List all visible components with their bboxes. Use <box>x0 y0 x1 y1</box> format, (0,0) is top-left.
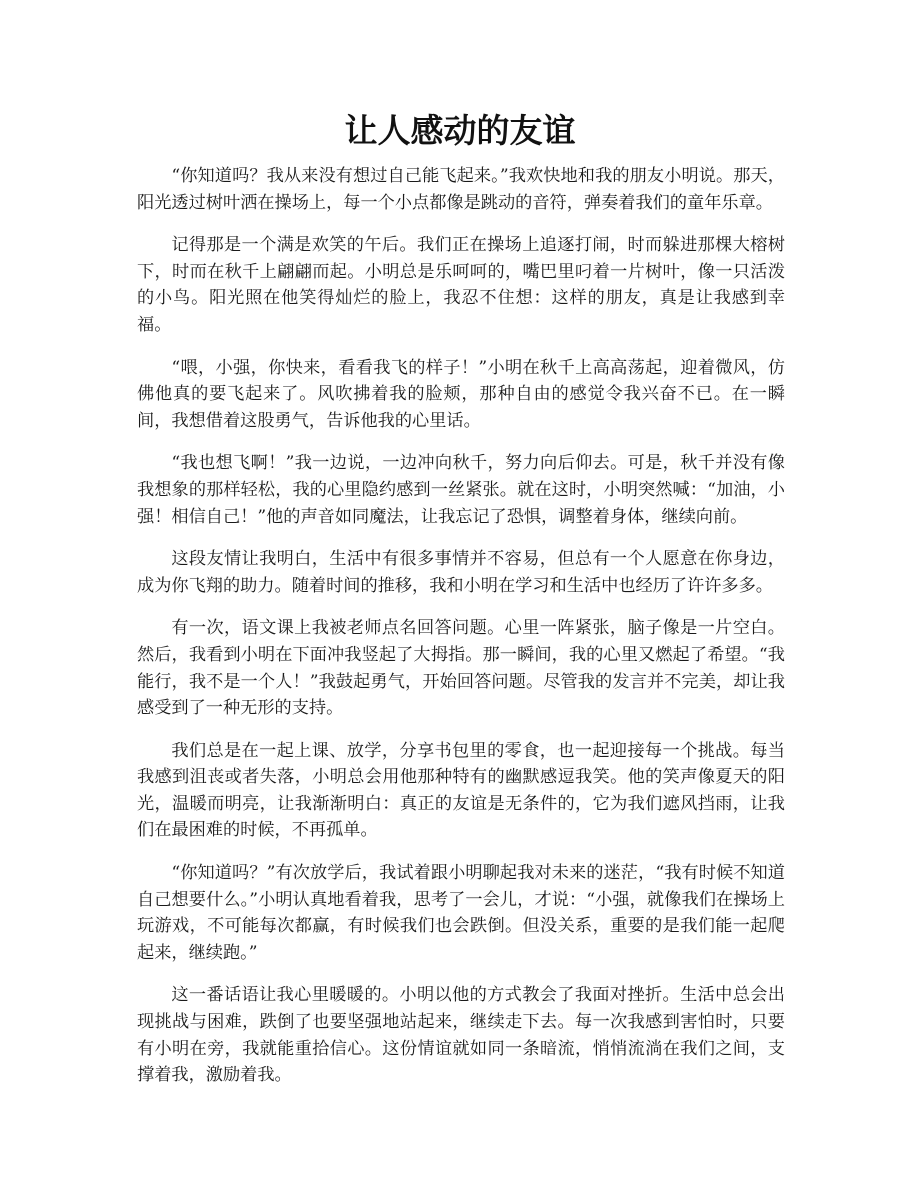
paragraph: 这段友情让我明白，生活中有很多事情并不容易，但总有一个人愿意在你身边，成为你飞翔的助力。随着时间的推移，我和小明在学习和生活中也经历了许许多多。 <box>137 549 785 596</box>
paragraph: “我也想飞啊！”我一边说，一边冲向秋千，努力向后仰去。可是，秋千并没有像我想象的那样轻松，我的心里隐约感到一丝紧张。就在这时，小明突然喊：“加油，小强！相信自己！”他的声音如同魔法，让我忘记了恐惧，调整着身体，继续向前。 <box>137 453 785 527</box>
paragraph: 我们总是在一起上课、放学，分享书包里的零食，也一起迎接每一个挑战。每当我感到沮丧或者失落，小明总会用他那种特有的幽默感逗我笑。他的笑声像夏天的阳光，温暖而明亮，让我渐渐明白：真正的友谊是无条件的，它为我们遮风挡雨，让我们在最困难的时候，不再孤单。 <box>137 740 785 841</box>
document-body <box>137 163 785 1105</box>
paragraph: 这一番话语让我心里暖暖的。小明以他的方式教会了我面对挫折。生活中总会出现挑战与困难，跌倒了也要坚强地站起来，继续走下去。每一次我感到害怕时，只要有小明在旁，我就能重拾信心。这份情谊就如同一条暗流，悄悄流淌在我们之间，支撑着我，激励着我。 <box>137 985 785 1086</box>
paragraph: “你知道吗？我从来没有想过自己能飞起来。”我欢快地和我的朋友小明说。那天，阳光透过树叶洒在操场上，每一个小点都像是跳动的音符，弹奏着我们的童年乐章。 <box>137 166 785 213</box>
paragraph: 记得那是一个满是欢笑的午后。我们正在操场上追逐打闹，时而躲进那棵大榕树下，时而在秋千上翩翩而起。小明总是乐呵呵的，嘴巴里叼着一片树叶，像一只活泼的小鸟。阳光照在他笑得灿烂的脸上，我忍不住想：这样的朋友，真是让我感到幸福。 <box>137 235 785 335</box>
paragraph: 有一次，语文课上我被老师点名回答问题。心里一阵紧张，脑子像是一片空白。然后，我看到小明在下面冲我竖起了大拇指。那一瞬间，我的心里又燃起了希望。“我能行，我不是一个人！”我鼓起勇气，开始回答问题。尽管我的发言并不完美，却让我感受到了一种无形的支持。 <box>137 618 785 719</box>
paragraph: “喂，小强，你快来，看看我飞的样子！”小明在秋千上高高荡起，迎着微风，仿佛他真的要飞起来了。风吹拂着我的脸颊，那种自由的感觉令我兴奋不已。在一瞬间，我想借着这股勇气，告诉他我的心里话。 <box>137 357 785 431</box>
paragraph: “你知道吗？”有次放学后，我试着跟小明聊起我对未来的迷茫，“我有时候不知道自己想要什么。”小明认真地看着我，思考了一会儿，才说：“小强，就像我们在操场上玩游戏，不可能每次都赢，有时候我们也会跌倒。但没关系，重要的是我们能一起爬起来，继续跑。” <box>137 863 785 963</box>
document-title: 让人感动的友谊 <box>344 111 576 150</box>
